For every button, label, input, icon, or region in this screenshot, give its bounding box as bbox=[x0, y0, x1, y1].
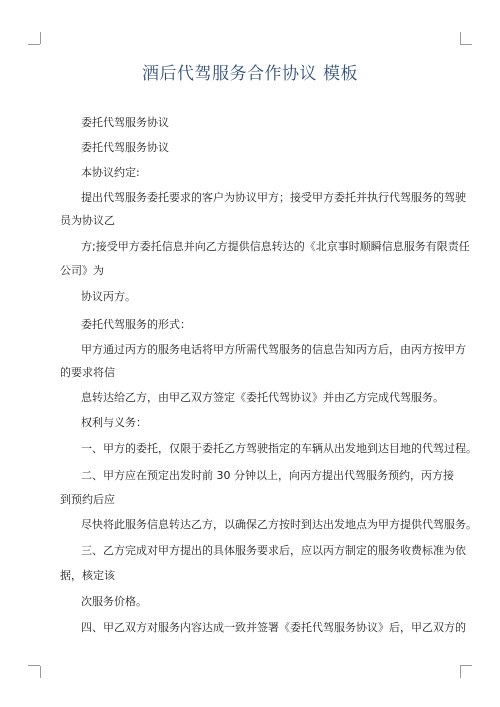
body-line: 委托代驾服务协议 bbox=[81, 116, 169, 129]
crop-mark-bottom-right-v bbox=[460, 666, 461, 678]
body-line: 的要求将信 bbox=[60, 366, 115, 379]
crop-mark-bottom-left-h bbox=[28, 665, 40, 666]
body-line: 甲方通过丙方的服务电话将甲方所需代驾服务的信息告知丙方后，由丙方按甲方 bbox=[81, 343, 466, 356]
document-title: 酒后代驾服务合作协议 模板 bbox=[142, 64, 358, 84]
body-line: 权利与义务： bbox=[81, 416, 147, 429]
body-line: 到预约后应 bbox=[60, 493, 115, 506]
body-line: 尽快将此服务信息转达乙方，以确保乙方按时到达出发地点为甲方提供代驾服务。 bbox=[81, 518, 477, 531]
crop-mark-top-left-v bbox=[40, 32, 41, 44]
body-line: 公司》为 bbox=[60, 264, 104, 277]
body-line: 提出代驾服务委托要求的客户为协议甲方；接受甲方委托并执行代驾服务的驾驶 bbox=[81, 191, 466, 204]
body-line: 二、甲方应在预定出发时前 30 分钟以上，向丙方提出代驾服务预约，丙方接 bbox=[81, 469, 454, 482]
crop-mark-bottom-right-h bbox=[460, 665, 472, 666]
body-line: 协议丙方。 bbox=[81, 290, 136, 303]
body-line: 一、甲方的委托，仅限于委托乙方驾驶指定的车辆从出发地到达目地的代驾过程。 bbox=[81, 442, 477, 455]
crop-mark-top-right-h bbox=[460, 44, 472, 45]
crop-mark-bottom-left-v bbox=[40, 666, 41, 678]
body-line: 息转达给乙方，由甲乙双方签定《委托代驾协议》并由乙方完成代驾服务。 bbox=[81, 391, 444, 404]
body-line: 委托代驾服务的形式： bbox=[81, 318, 191, 331]
crop-mark-top-right-v bbox=[460, 32, 461, 44]
crop-mark-top-left-h bbox=[28, 44, 40, 45]
body-line: 委托代驾服务协议 bbox=[81, 141, 169, 154]
body-line: 本协议约定: bbox=[81, 166, 140, 179]
body-line: 据，核定该 bbox=[60, 569, 115, 582]
body-line: 四、甲乙双方对服务内容达成一致并签署《委托代驾服务协议》后，甲乙双方的 bbox=[81, 621, 466, 634]
body-line: 方;接受甲方委托信息并向乙方提供信息转达的《北京事时顺瞬信息服务有限责任 bbox=[81, 240, 470, 253]
body-line: 次服务价格。 bbox=[81, 595, 147, 608]
body-line: 员为协议乙 bbox=[60, 214, 115, 227]
body-line: 三、乙方完成对甲方提出的具体服务要求后，应以丙方制定的服务收费标准为依 bbox=[81, 544, 466, 557]
